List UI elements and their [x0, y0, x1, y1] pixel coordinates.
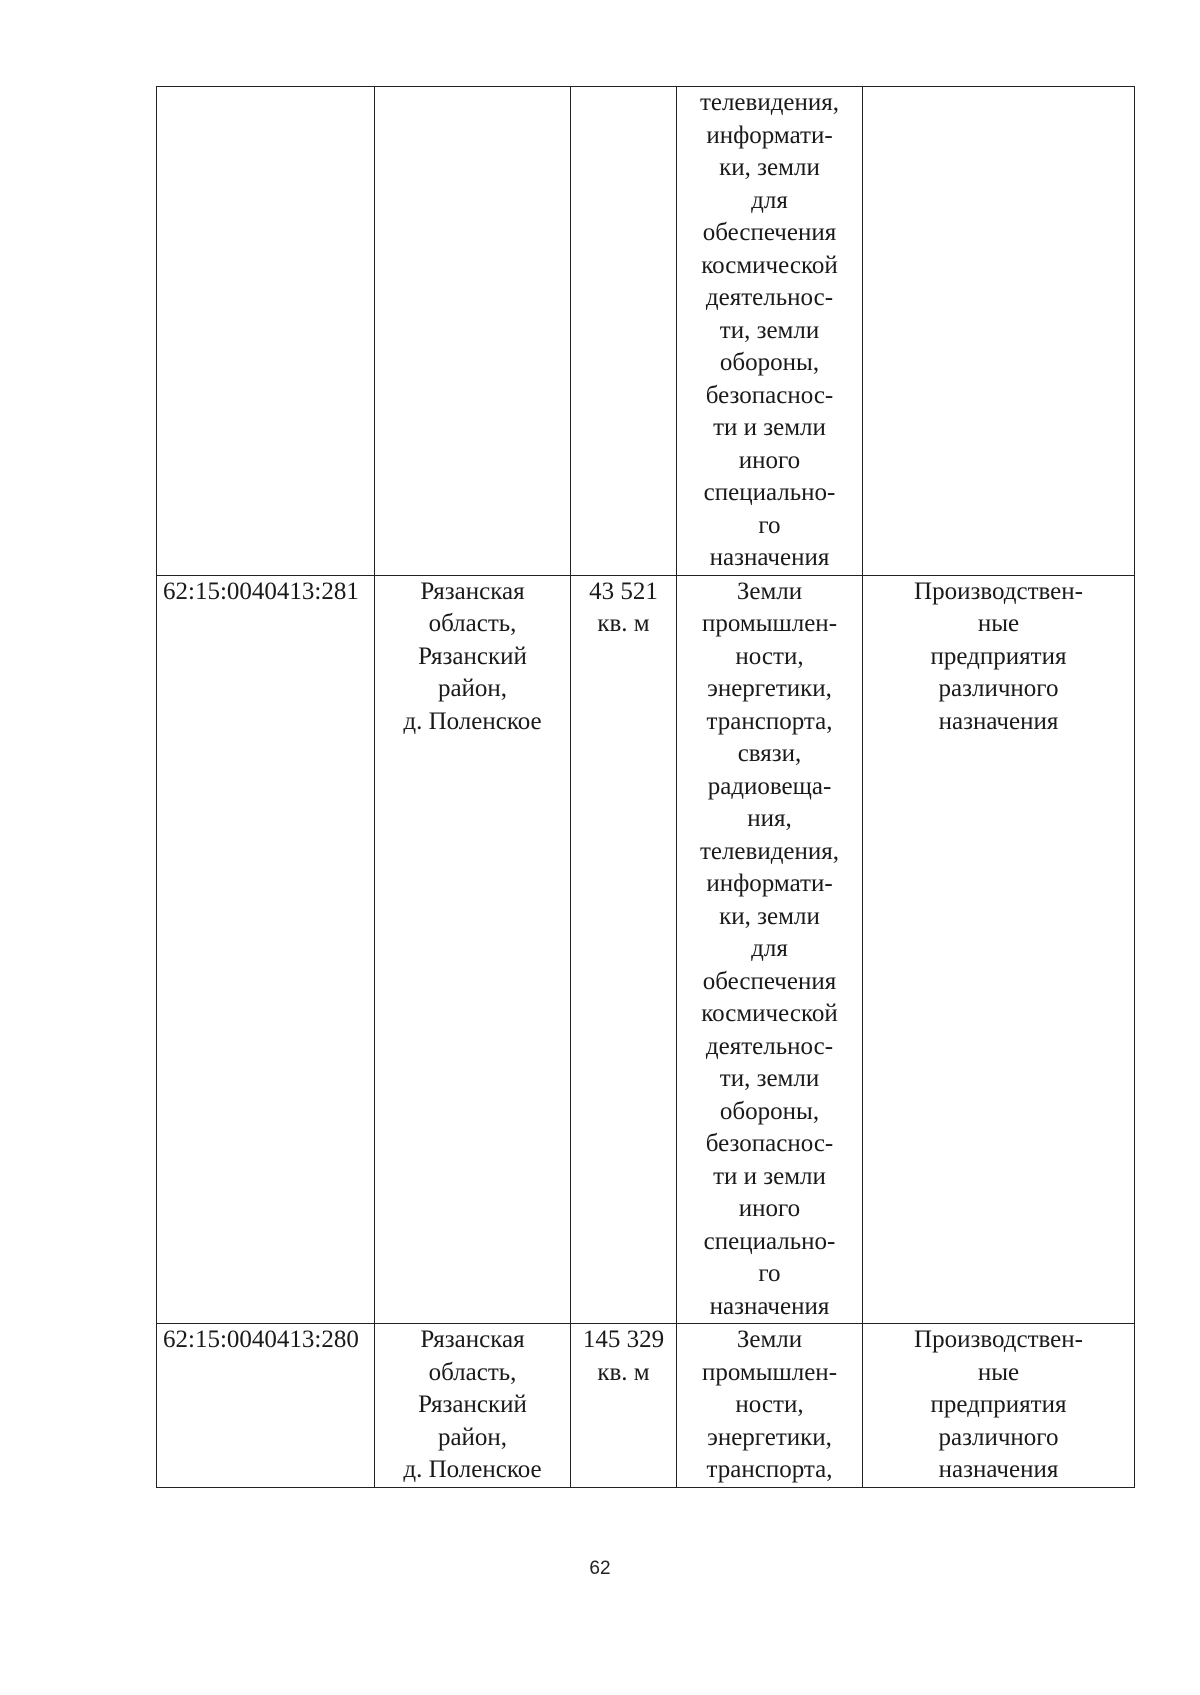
cell-text-line: назначения — [938, 707, 1059, 735]
land-category-cell — [677, 87, 863, 576]
cell-text-line: ные — [977, 610, 1020, 637]
cell-text-line: район, — [437, 1423, 508, 1451]
permitted-use-cell — [863, 87, 1135, 576]
cell-text-line: энергетики, — [707, 1423, 832, 1451]
cell-text-line: различного — [938, 1423, 1059, 1451]
area-cell — [571, 87, 677, 576]
cell-text-line: го — [758, 1260, 781, 1287]
cell-text-line: Производствен- — [914, 577, 1083, 605]
cell-text-line: ные — [977, 1358, 1020, 1386]
cell-text-line: кв. м — [597, 1358, 650, 1386]
cell-text-line: предприятия — [930, 642, 1067, 670]
cell-text-line: район, — [437, 675, 508, 702]
cell-text-line: связи, — [737, 740, 802, 767]
cell-text-line: радиовеща- — [707, 772, 832, 800]
cell-text-line: д. Поленское — [403, 1456, 542, 1483]
cell-text-line: область, — [428, 1358, 517, 1386]
cell-text-line: ти, земли — [719, 316, 820, 344]
cell-text-line: д. Поленское — [403, 707, 542, 735]
cell-text-line: деятельнос- — [705, 284, 834, 311]
cell-text-line: иного — [738, 446, 801, 474]
cell-text-line: Рязанская — [420, 1326, 525, 1353]
land-category-cell — [677, 575, 863, 1324]
cadastral-number-cell: 62:15:0040413:281 — [157, 575, 375, 1324]
cell-text-line: специально- — [703, 1227, 836, 1255]
cell-text-line: иного — [738, 1195, 801, 1222]
cell-text-line: назначения — [938, 1456, 1059, 1483]
cell-text-line: назначения — [709, 544, 830, 571]
cell-text-line: безопаснос- — [705, 1130, 834, 1157]
cell-text-line: специально- — [703, 479, 836, 506]
cell-text-line: обороны, — [719, 1097, 820, 1125]
cell-text-line: для — [751, 935, 788, 962]
cell-text-line: деятельнос- — [705, 1032, 834, 1060]
cell-text-line: транспорта, — [706, 1456, 833, 1483]
cell-text-line: промышлен- — [701, 1358, 838, 1386]
cell-text-line: 145 329 — [582, 1326, 665, 1353]
cell-text-line: транспорта, — [706, 707, 833, 735]
cell-text-line: 43 521 — [589, 577, 658, 605]
cell-text-line: телевидения, — [699, 837, 840, 865]
cell-text-line: ки, земли — [719, 154, 820, 181]
permitted-use-cell — [863, 1324, 1135, 1488]
table-row — [157, 1324, 1135, 1488]
cell-text-line: телевидения, — [699, 89, 840, 116]
land-category-cell — [677, 1324, 863, 1488]
cell-text-line: для — [751, 186, 788, 214]
cell-text-line: энергетики, — [707, 675, 832, 702]
cell-text-line: го — [758, 511, 781, 539]
land-plots-table — [156, 86, 1135, 1488]
area-cell — [571, 1324, 677, 1488]
cell-text-line: Рязанская — [420, 577, 525, 605]
cadastral-number-cell — [157, 87, 375, 576]
cell-text-line: различного — [938, 675, 1059, 702]
area-cell — [571, 575, 677, 1324]
cell-text-line: предприятия — [930, 1391, 1067, 1418]
cell-text-line: назначения — [709, 1292, 830, 1320]
cell-text-line: информати- — [706, 121, 833, 149]
address-cell — [375, 575, 571, 1324]
cell-text-line: ти, земли — [719, 1065, 820, 1092]
cell-text-line: космической — [701, 1000, 838, 1027]
cell-text-line: обеспечения — [702, 967, 837, 995]
address-cell — [375, 87, 571, 576]
address-cell — [375, 1324, 571, 1488]
cell-text-line: ти и земли — [713, 1162, 826, 1190]
cell-text-line: безопаснос- — [705, 381, 834, 409]
cell-text-line: кв. м — [597, 610, 650, 637]
cell-text-line: Земли — [736, 1326, 803, 1353]
page-number: 62 — [589, 1558, 611, 1579]
permitted-use-cell — [863, 575, 1135, 1324]
cell-text-line: обороны, — [719, 349, 820, 376]
cell-text-line: Земли — [736, 577, 803, 605]
cell-text-line: ки, земли — [719, 902, 820, 930]
cadastral-number-cell: 62:15:0040413:280 — [157, 1324, 375, 1488]
cell-text-line: ности, — [735, 642, 804, 670]
cell-text-line: ности, — [735, 1391, 804, 1418]
cell-text-line: обеспечения — [702, 219, 837, 246]
cell-text-line: ния, — [747, 805, 792, 832]
cell-text-line: Производствен- — [914, 1326, 1083, 1353]
cell-text-line: ти и земли — [713, 414, 826, 441]
cell-text-line: Рязанский — [418, 642, 527, 670]
cell-text-line: информати- — [706, 870, 833, 897]
cell-text-line: космической — [701, 251, 838, 279]
cell-text-line: Рязанский — [418, 1391, 527, 1418]
cell-text-line: промышлен- — [701, 610, 838, 637]
table-row — [157, 87, 1135, 576]
cell-text-line: область, — [428, 610, 517, 637]
table-row — [157, 575, 1135, 1324]
